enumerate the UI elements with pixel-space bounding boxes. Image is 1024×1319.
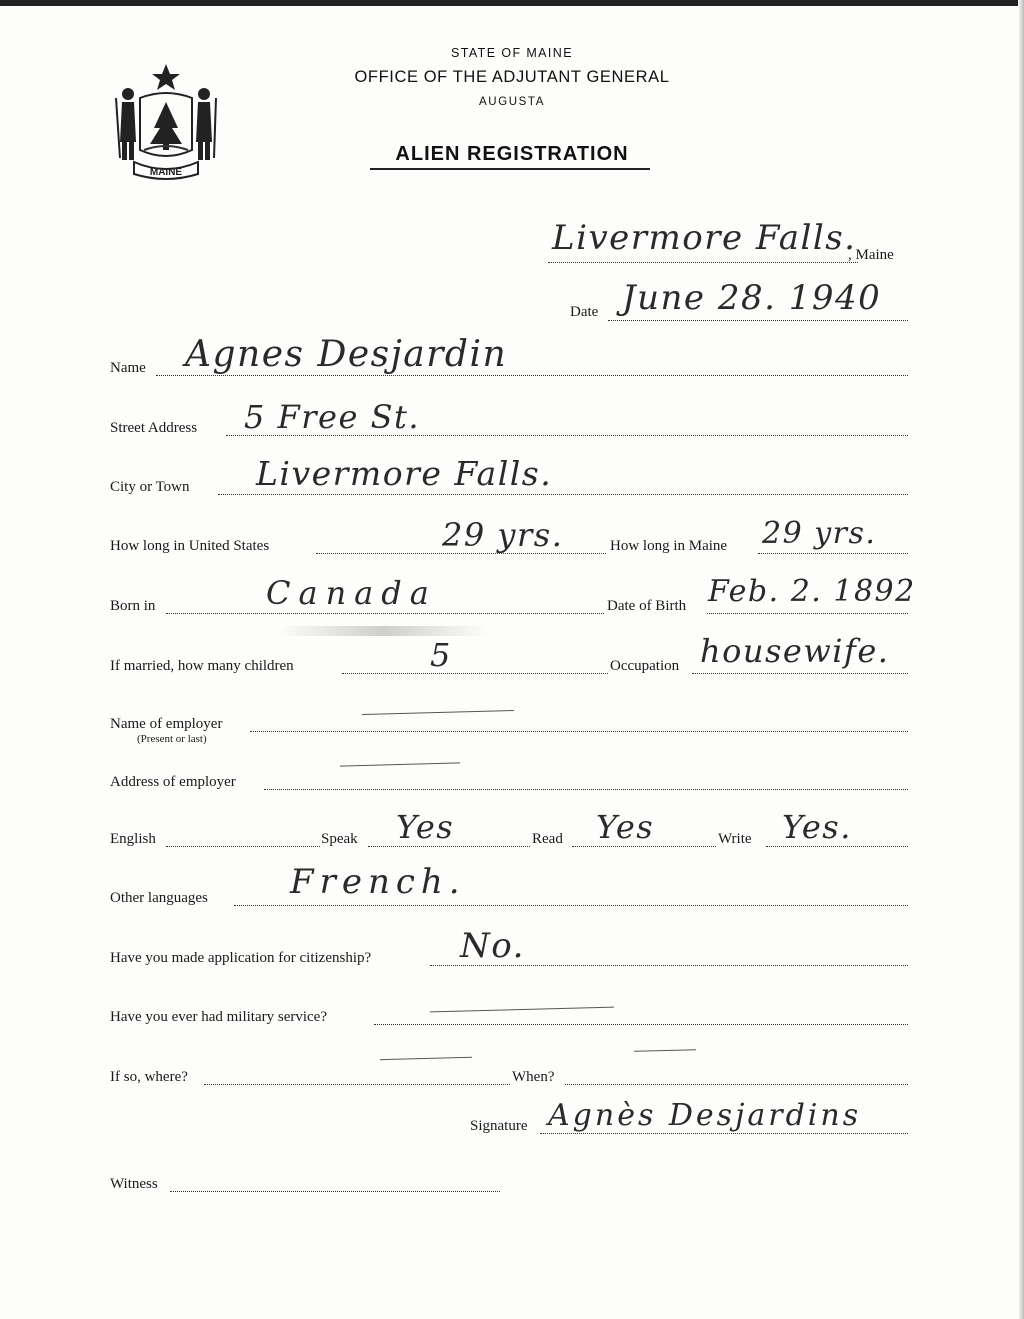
where-line[interactable] xyxy=(204,1084,510,1085)
employer-name-label: Name of employer xyxy=(110,716,223,732)
city-or-town-label: City or Town xyxy=(110,479,190,495)
speak-line xyxy=(368,846,530,847)
employer-address-dash xyxy=(340,762,460,766)
how-long-us-value[interactable]: 29 yrs. xyxy=(442,516,564,554)
city-or-town-value[interactable]: Livermore Falls. xyxy=(256,454,553,493)
place-value[interactable]: Livermore Falls. xyxy=(552,218,857,258)
place-suffix: , Maine xyxy=(848,247,894,263)
witness-label: Witness xyxy=(110,1176,158,1192)
how-long-us-label: How long in United States xyxy=(110,538,270,554)
scan-right-edge xyxy=(1018,0,1024,1319)
how-long-maine-label: How long in Maine xyxy=(610,538,728,554)
employer-name-line[interactable] xyxy=(250,731,908,732)
employer-name-dash xyxy=(362,710,514,715)
when-line[interactable] xyxy=(565,1084,908,1085)
name-line xyxy=(156,375,908,376)
form-title: ALIEN REGISTRATION xyxy=(395,143,629,165)
ink-smudge xyxy=(278,626,488,636)
other-languages-label: Other languages xyxy=(110,890,208,906)
military-service-label: Have you ever had military service? xyxy=(110,1009,327,1025)
where-label: If so, where? xyxy=(110,1069,188,1085)
citizenship-value[interactable]: No. xyxy=(460,926,525,966)
name-label: Name xyxy=(110,360,146,376)
date-label: Date xyxy=(570,304,599,320)
city-or-town-line xyxy=(218,494,908,495)
read-label: Read xyxy=(532,831,563,847)
place-line xyxy=(548,262,858,263)
employer-name-sublabel: (Present or last) xyxy=(137,733,207,745)
how-long-maine-value[interactable]: 29 yrs. xyxy=(762,516,877,551)
children-line xyxy=(342,673,608,674)
citizenship-label: Have you made application for citizenship? xyxy=(110,950,372,966)
other-languages-line xyxy=(234,905,908,906)
date-of-birth-label: Date of Birth xyxy=(607,598,687,614)
employer-address-label: Address of employer xyxy=(110,774,236,790)
children-value[interactable]: 5 xyxy=(430,636,452,674)
signature-label: Signature xyxy=(470,1118,528,1134)
street-address-label: Street Address xyxy=(110,420,198,436)
english-label: English xyxy=(110,831,156,847)
name-value[interactable]: Agnes Desjardin xyxy=(185,334,508,375)
occupation-value[interactable]: housewife. xyxy=(700,632,890,670)
where-dash xyxy=(380,1057,472,1060)
header-city: AUGUSTA xyxy=(479,96,545,108)
military-service-line[interactable] xyxy=(374,1024,908,1025)
header-state: STATE OF MAINE xyxy=(451,46,573,60)
title-underline xyxy=(370,168,650,170)
date-of-birth-value[interactable]: Feb. 2. 1892 xyxy=(708,574,916,609)
read-value[interactable]: Yes xyxy=(596,808,655,846)
how-long-maine-line xyxy=(758,553,908,554)
speak-value[interactable]: Yes xyxy=(396,808,455,846)
write-value[interactable]: Yes. xyxy=(782,808,852,846)
date-value[interactable]: June 28. 1940 xyxy=(622,278,882,318)
born-in-label: Born in xyxy=(110,598,156,614)
write-line xyxy=(766,846,908,847)
speak-label: Speak xyxy=(321,831,358,847)
occupation-label: Occupation xyxy=(610,658,680,674)
english-line xyxy=(166,846,320,847)
date-of-birth-line xyxy=(707,613,908,614)
seal-text: MAINE xyxy=(149,167,183,178)
date-line xyxy=(608,320,908,321)
write-label: Write xyxy=(718,831,752,847)
street-address-value[interactable]: 5 Free St. xyxy=(244,398,421,436)
read-line xyxy=(572,846,716,847)
military-service-dash xyxy=(430,1007,614,1013)
born-in-value[interactable]: Canada xyxy=(266,574,437,612)
employer-address-line[interactable] xyxy=(264,789,908,790)
scan-top-edge xyxy=(0,0,1024,6)
children-label: If married, how many children xyxy=(110,658,294,674)
occupation-line xyxy=(692,673,908,674)
signature-value[interactable]: Agnès Desjardins xyxy=(548,1098,862,1133)
other-languages-value[interactable]: French. xyxy=(290,862,466,902)
signature-line xyxy=(540,1133,908,1134)
witness-line[interactable] xyxy=(170,1191,500,1192)
when-label: When? xyxy=(512,1069,555,1085)
born-in-line xyxy=(166,613,604,614)
header-office: OFFICE OF THE ADJUTANT GENERAL xyxy=(354,68,670,86)
when-dash xyxy=(634,1049,696,1052)
